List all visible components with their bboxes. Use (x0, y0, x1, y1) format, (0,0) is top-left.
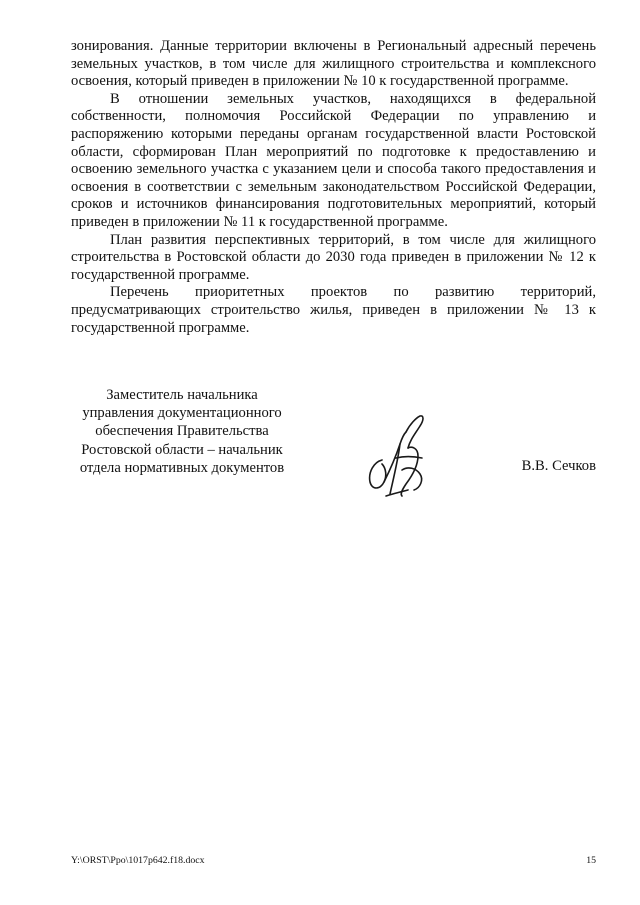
handwritten-signature (360, 410, 440, 500)
position-line: управления документационного (82, 405, 282, 422)
paragraph-development-plan: План развития перспективных территорий, в том числе для жилищного строительства в Ростовской области до 2030 года приведен в приложении № 12 к государственной программе. (71, 231, 596, 283)
paragraph-continuation: зонирования. Данные территории включены в Региональный адресный перечень земельных участков, в том числе для жилищного строительства и комплексного освоения, который приведен в приложении № 10 к государственной программе. (71, 38, 596, 90)
footer-file-path: Y:\ORST\Ppo\1017p642.f18.docx (71, 855, 205, 866)
paragraph-federal-land: В отношении земельных участков, находящихся в федеральной собственности, полномочия Российской Федерации по управлению и распоряжению которыми переданы органам государственной власти Ростовской области, сформирован План мероприятий по подготовке к предоставлению и освоению земельного участка с указанием цели и способа такого предоставления и освоения в соответствии с земельным законодательством Российской Федерации, сроков и источников финансирования подготовительных мероприятий, который приведен в приложении № 11 к государственной программе. (71, 90, 596, 230)
signer-name: В.В. Сечков (521, 458, 596, 474)
body-text (71, 38, 596, 337)
position-line: Заместитель начальника (106, 387, 258, 403)
page-number: 15 (586, 855, 596, 866)
position-line: Ростовской области – начальник (81, 441, 283, 458)
paragraph-priority-projects: Перечень приоритетных проектов по развитию территорий, предусматривающих строительство жилья, приведен в приложении № 13 к государственной программе. (71, 284, 596, 336)
position-line: отдела нормативных документов (79, 459, 285, 476)
position-line: обеспечения Правительства (95, 423, 269, 440)
signatory-position (62, 386, 302, 477)
